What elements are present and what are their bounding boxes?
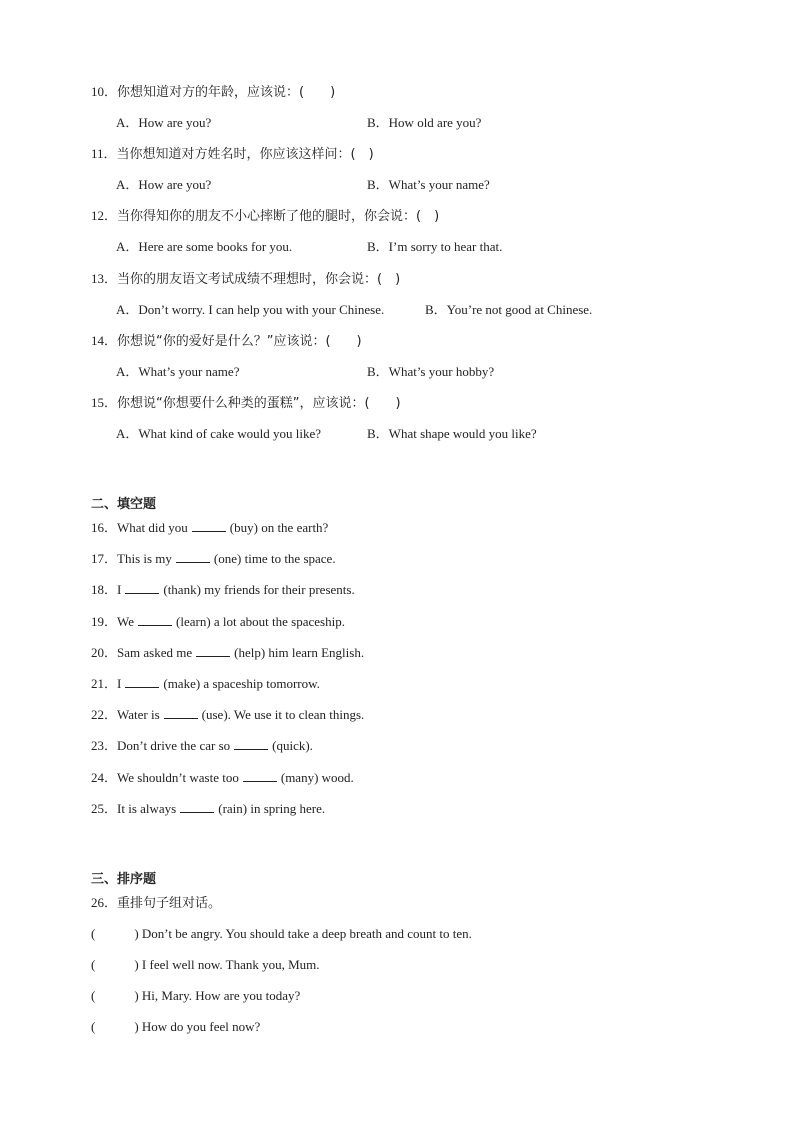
section-title-order: 三、排序题	[91, 872, 157, 887]
option-a: A．How are you?	[116, 115, 212, 130]
question-stem: 当你得知你的朋友不小心摔断了他的腿时，你会说：( )	[117, 209, 440, 224]
order-item[interactable]: ( ) I feel well now. Thank you, Mum.	[91, 957, 320, 972]
question-stem: 你想知道对方的年龄，应该说：( )	[117, 85, 336, 100]
question-number: 16．	[91, 520, 118, 535]
question-number: 22．	[91, 707, 118, 722]
fill-item	[91, 675, 320, 693]
option-a: A．How are you?	[116, 177, 212, 192]
fill-text-before: Don’t drive the car so	[117, 738, 231, 753]
fill-text-after: (use). We use it to clean things.	[201, 707, 365, 722]
option-b: B．What’s your name?	[367, 177, 490, 192]
question-number: 18．	[91, 582, 118, 597]
fill-text-after: (learn) a lot about the spaceship.	[176, 614, 345, 629]
question-number: 14．	[91, 333, 118, 348]
question-number: 23．	[91, 738, 118, 753]
question-number: 11．	[91, 146, 117, 161]
fill-text-after: (rain) in spring here.	[218, 801, 326, 816]
question-15	[91, 394, 401, 413]
fill-text-before: I	[117, 676, 122, 691]
section-title-fill: 二、填空题	[91, 497, 157, 512]
question-stem: 当你的朋友语文考试成绩不理想时，你会说：( )	[117, 272, 401, 287]
option-a: A．What’s your name?	[116, 364, 240, 379]
question-stem: 你想说“你想要什么种类的蛋糕”，应该说：( )	[117, 396, 401, 411]
question-stem: 当你想知道对方姓名时，你应该这样问：( )	[116, 147, 374, 162]
option-b: B．You’re not good at Chinese.	[425, 302, 593, 317]
fill-text-before: What did you	[117, 520, 188, 535]
answer-blank[interactable]	[138, 613, 172, 626]
question-number: 17．	[91, 551, 118, 566]
fill-text-after: (make) a spaceship tomorrow.	[163, 676, 320, 691]
option-a: A．What kind of cake would you like?	[116, 426, 322, 441]
answer-blank[interactable]	[243, 769, 277, 782]
fill-text-before: We	[117, 614, 135, 629]
option-b: B．How old are you?	[367, 115, 482, 130]
question-number: 15．	[91, 395, 118, 410]
fill-text-after: (many) wood.	[280, 770, 354, 785]
question-number: 24．	[91, 770, 118, 785]
question-26	[91, 894, 221, 913]
fill-item	[91, 581, 355, 599]
fill-item	[91, 706, 364, 724]
fill-item	[91, 737, 313, 755]
answer-blank[interactable]	[234, 737, 268, 750]
fill-item	[91, 800, 325, 818]
order-item[interactable]: ( ) Don’t be angry. You should take a deep breath and count to ten.	[91, 926, 472, 941]
question-number: 26．	[91, 895, 118, 910]
fill-item	[91, 769, 354, 787]
fill-text-after: (help) him learn English.	[234, 645, 365, 660]
option-a: A．Here are some books for you.	[116, 239, 293, 254]
question-number: 25．	[91, 801, 118, 816]
question-14	[91, 332, 362, 351]
answer-blank[interactable]	[176, 550, 210, 563]
option-b: B．I’m sorry to hear that.	[367, 239, 503, 254]
fill-text-after: (buy) on the earth?	[229, 520, 329, 535]
fill-text-before: This is my	[117, 551, 172, 566]
fill-item	[91, 550, 336, 568]
fill-text-before: It is always	[117, 801, 177, 816]
answer-blank[interactable]	[164, 706, 198, 719]
question-number: 20．	[91, 645, 118, 660]
option-b: B．What’s your hobby?	[367, 364, 495, 379]
question-number: 12．	[91, 208, 118, 223]
question-stem: 重排句子组对话。	[117, 896, 222, 911]
order-item[interactable]: ( ) How do you feel now?	[91, 1019, 261, 1034]
fill-text-after: (quick).	[272, 738, 313, 753]
fill-text-before: Water is	[117, 707, 160, 722]
question-number: 10．	[91, 84, 118, 99]
answer-blank[interactable]	[180, 800, 214, 813]
answer-blank[interactable]	[125, 581, 159, 594]
fill-item	[91, 613, 345, 631]
fill-text-after: (one) time to the space.	[213, 551, 336, 566]
question-12	[91, 207, 439, 226]
fill-text-before: I	[117, 582, 122, 597]
fill-text-before: We shouldn’t waste too	[117, 770, 239, 785]
order-item[interactable]: ( ) Hi, Mary. How are you today?	[91, 988, 301, 1003]
question-number: 19．	[91, 614, 118, 629]
question-13	[91, 270, 400, 289]
question-number: 21．	[91, 676, 118, 691]
fill-text-after: (thank) my friends for their presents.	[163, 582, 355, 597]
question-11	[91, 145, 374, 164]
fill-item	[91, 644, 364, 662]
answer-blank[interactable]	[125, 675, 159, 688]
option-a: A．Don’t worry. I can help you with your Chinese.	[116, 302, 385, 317]
answer-blank[interactable]	[192, 519, 226, 532]
question-stem: 你想说“你的爱好是什么？”应该说：( )	[117, 334, 362, 349]
question-10	[91, 83, 335, 102]
option-b: B．What shape would you like?	[367, 426, 537, 441]
fill-item	[91, 519, 328, 537]
answer-blank[interactable]	[196, 644, 230, 657]
fill-text-before: Sam asked me	[117, 645, 193, 660]
question-number: 13．	[91, 271, 118, 286]
